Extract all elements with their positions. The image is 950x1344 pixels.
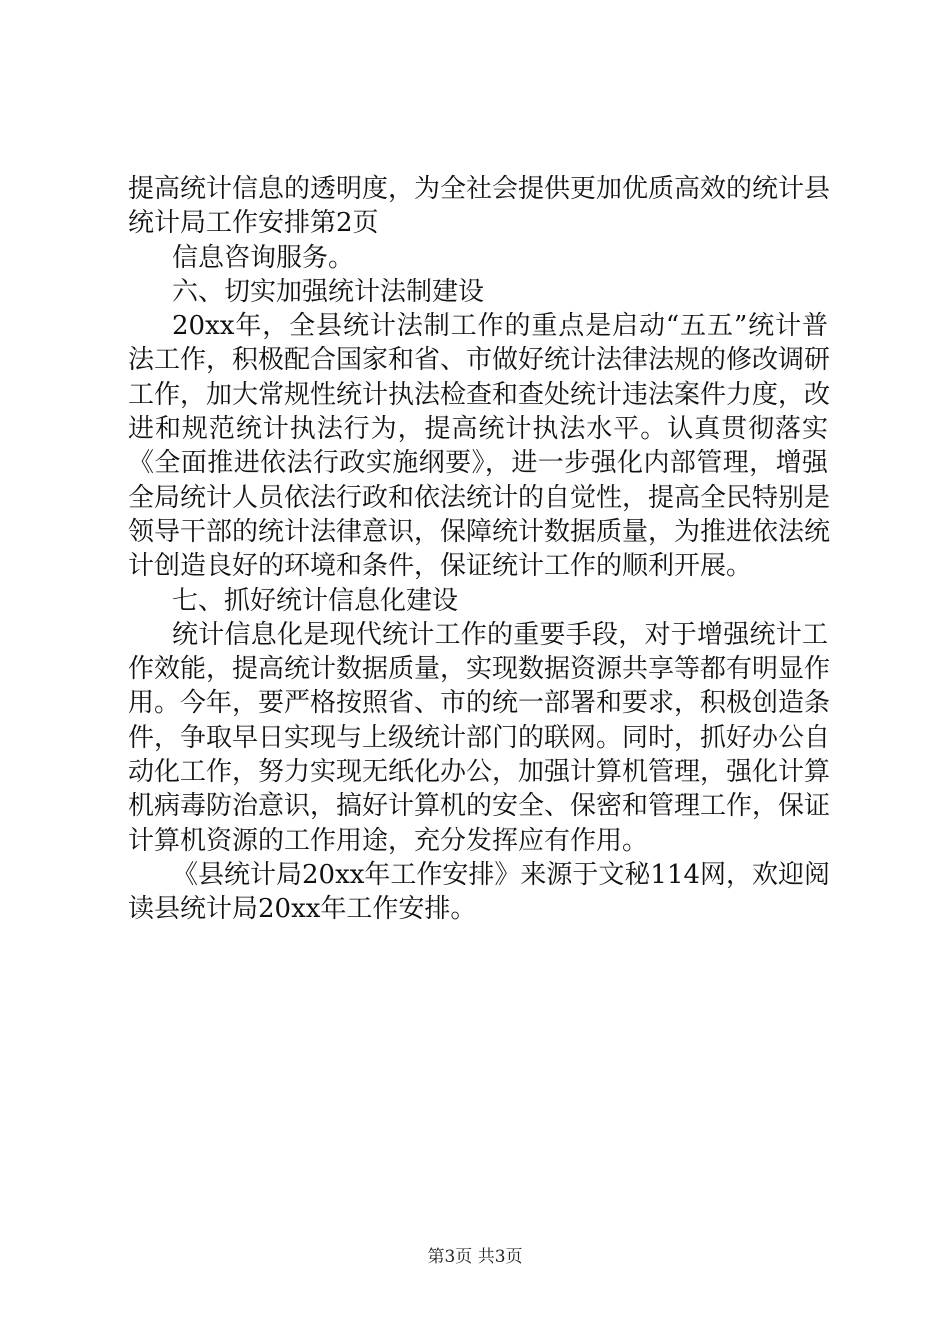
body-line: 进和规范统计执法行为，提高统计执法水平。认真贯彻落实 xyxy=(128,414,828,445)
body-line: 工作，加大常规性统计执法检查和查处统计违法案件力度，改 xyxy=(128,379,831,410)
document-body xyxy=(128,172,831,927)
page-number: 第3页 共3页 xyxy=(427,1247,523,1267)
body-line: 统计局工作安排第2页 xyxy=(128,208,379,239)
body-line: 《全面推进依法行政实施纲要》，进一步强化内部管理，增强 xyxy=(128,448,828,479)
body-line: 全局统计人员依法行政和依法统计的自觉性，提高全民特别是 xyxy=(128,482,831,513)
body-line: 信息咨询服务。 xyxy=(172,242,355,273)
body-line: 读县统计局20xx年工作安排。 xyxy=(128,894,477,925)
body-line: 统计信息化是现代统计工作的重要手段，对于增强统计工 xyxy=(172,619,828,650)
section-heading: 六、切实加强统计法制建设 xyxy=(172,276,485,307)
body-line: 动化工作，努力实现无纸化办公，加强计算机管理，强化计算 xyxy=(128,757,831,788)
body-line: 提高统计信息的透明度，为全社会提供更加优质高效的统计县 xyxy=(128,174,831,204)
body-line: 计创造良好的环境和条件，保证统计工作的顺利开展。 xyxy=(128,551,753,582)
body-line: 《县统计局20xx年工作安排》来源于文秘114网，欢迎阅 xyxy=(172,859,831,890)
body-line: 法工作，积极配合国家和省、市做好统计法律法规的修改调研 xyxy=(128,345,831,376)
body-line: 领导干部的统计法律意识，保障统计数据质量，为推进依法统 xyxy=(128,516,831,547)
body-line: 用。今年，要严格按照省、市的统一部署和要求，积极创造条 xyxy=(128,688,831,719)
section-heading: 七、抓好统计信息化建设 xyxy=(172,585,459,616)
body-line: 20xx年，全县统计法制工作的重点是启动“五五”统计普 xyxy=(172,311,828,342)
body-line: 计算机资源的工作用途，充分发挥应有作用。 xyxy=(128,825,649,856)
body-line: 件，争取早日实现与上级统计部门的联网。同时，抓好办公自 xyxy=(128,722,831,753)
body-line: 作效能，提高统计数据质量，实现数据资源共享等都有明显作 xyxy=(128,654,831,685)
body-line: 机病毒防治意识，搞好计算机的安全、保密和管理工作，保证 xyxy=(128,791,831,822)
